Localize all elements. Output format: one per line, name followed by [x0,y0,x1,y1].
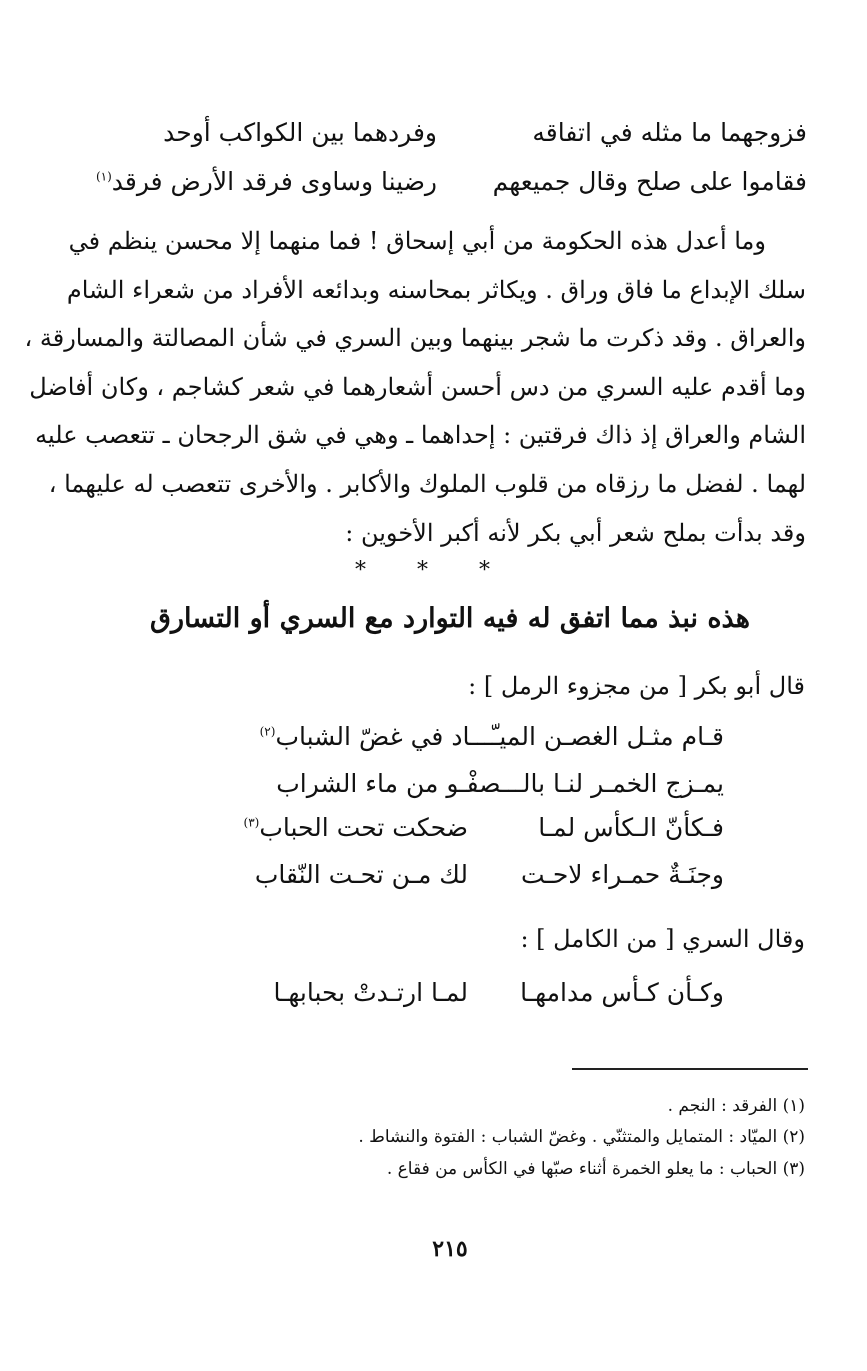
verse-first-hemistich: فزوجهما ما مثله في اتفاقه [532,118,807,147]
verse-text: يمـزج الخمـر لنـا بالـــصفْـو من ماء الشراب [276,769,724,798]
paragraph-line: والعراق . وقد ذكرت ما شجر بينهما وبين السري في شأن المصالتة والمسارقة ، [24,324,806,353]
paragraph-line: وقد بدأت بملح شعر أبي بكر لأنه أكبر الأخوين : [345,518,806,547]
paragraph-line: سلك الإبداع ما فاق وراق . ويكاثر بمحاسنه وبدائعه الأفراد من شعراء الشام [66,275,806,304]
paragraph-line: وما أعدل هذه الحكومة من أبي إسحاق ! فما منهما إلا محسن ينظم في [68,227,766,255]
verse-text [260,722,724,751]
verse-first-hemistich: فـكأنّ الـكأس لمـا [538,813,724,842]
verse-second-hemistich [244,813,468,842]
paragraph-line: لهما . لفضل ما رزقاه من قلوب الملوك والأكابر . والأخرى تتعصب له عليهما ، [48,469,806,498]
footnote-marker: (٣) [243,815,260,830]
footnote-2: (٢) الميّاد : المتمايل والمتثنّي . وغضّ الشباب : الفتوة والنشاط . [358,1127,805,1147]
verse-second-hemistich: لك مـن تحـت النّقاب [254,860,468,889]
hemistich-text: ضحكت تحت الحباب [259,813,468,842]
paragraph-line: الشام والعراق إذ ذاك فرقتين : إحداهما ـ وهي في شق الرجحان ـ تتعصب عليه [35,421,806,450]
poem-intro: وقال السري [ من الكامل ] : [520,925,805,953]
footnote-1: (١) الفرقد : النجم . [667,1096,805,1116]
verse-second-hemistich: وفردهما بين الكواكب أوحد [163,118,437,147]
page-number: ٢١٥ [432,1236,468,1262]
hemistich-text: قـام مثـل الغصـن الميـّـــاد في غضّ الشباب [275,722,724,751]
verse-second-hemistich [96,167,437,196]
verse-first-hemistich: وكـأن كـأس مدامهـا [520,978,724,1007]
footnote-marker: (١) [95,169,112,184]
footnote-rule [572,1068,808,1070]
verse-first-hemistich: فقاموا على صلح وقال جميعهم [492,167,807,196]
paragraph-line: وما أقدم عليه السري من دس أحسن أشعارهما في شعر كشاجم ، وكان أفاضل [29,372,806,401]
prose-paragraph [24,217,806,557]
footnote-marker: (٢) [259,724,276,739]
poem-intro: قال أبو بكر [ من مجزوء الرمل ] : [468,672,805,700]
verse-first-hemistich: وجنَـةٌ حمـراء لاحـت [520,860,724,889]
section-separator: * * * [355,558,512,583]
section-heading: هذه نبذ مما اتفق له فيه التوارد مع السري أو التسارق [150,603,750,634]
verse-second-hemistich: لمـا ارتـدتْ بحبابهـا [273,978,468,1007]
footnote-3: (٣) الحباب : ما يعلو الخمرة أثناء صبّها في الكأس من فقاع . [386,1159,805,1179]
hemistich-text: رضينا وساوى فرقد الأرض فرقد [111,167,437,196]
